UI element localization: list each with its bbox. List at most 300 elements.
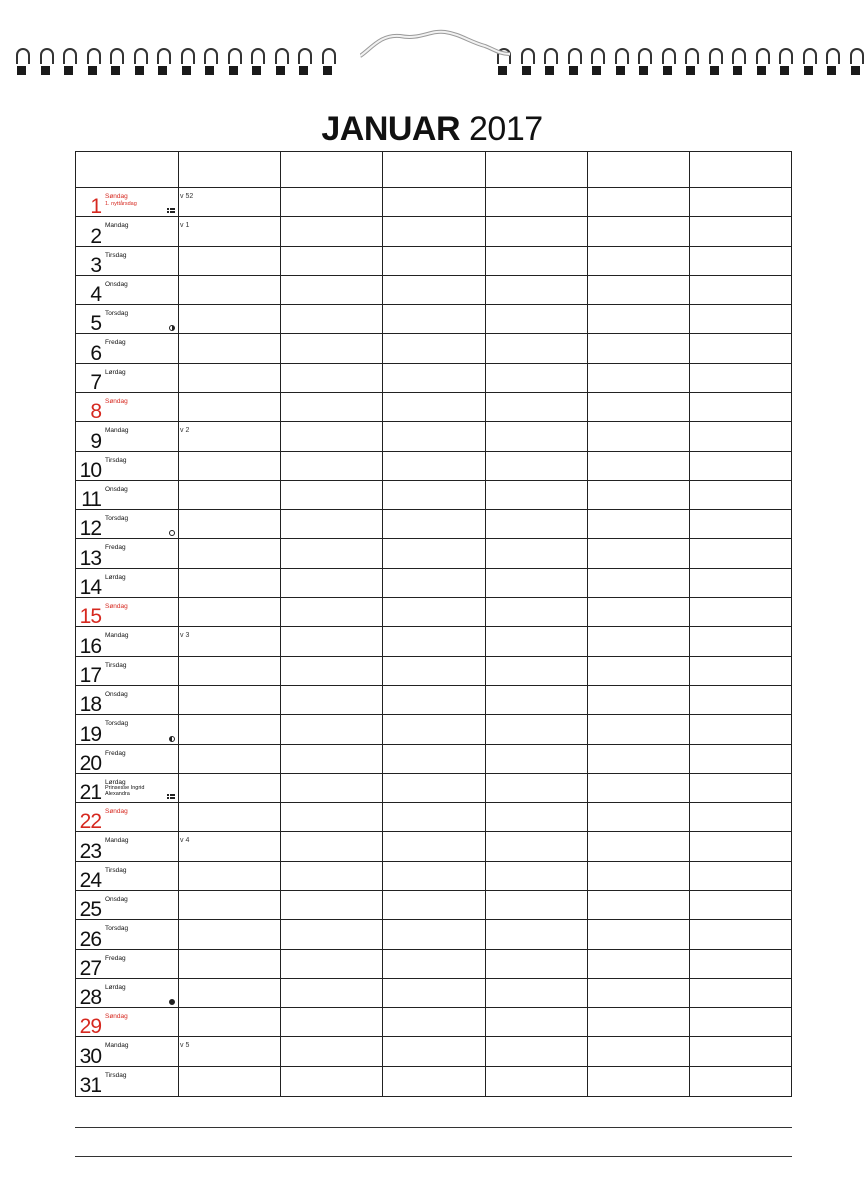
day-number: 19 [79,722,101,746]
spiral-ring-icon [16,48,28,82]
day-cell [76,452,177,481]
entry-cell[interactable] [486,657,587,686]
header-cell[interactable] [587,152,689,187]
moon-phase-icon [169,999,175,1005]
day-cell [76,715,177,744]
entry-cell[interactable] [383,745,484,774]
day-number: 21 [79,781,101,805]
spiral-ring-icon [63,48,75,82]
spiral-ring-icon [251,48,263,82]
entry-cell[interactable] [383,979,484,1008]
entry-cell[interactable] [383,950,484,979]
entry-cell[interactable] [383,569,484,598]
entry-cell[interactable] [588,452,689,481]
weekday-name: Tirsdag [105,456,127,464]
entry-cell[interactable] [179,862,280,891]
entry-cell[interactable] [588,803,689,832]
entry-cell[interactable] [486,891,587,920]
entry-cell[interactable] [281,217,382,246]
entry-cell[interactable] [383,393,484,422]
day-row [76,715,791,744]
entry-cell[interactable] [486,950,587,979]
day-row [76,891,791,920]
week-number: v 3 [180,632,190,640]
entry-cell[interactable] [281,1008,382,1037]
entry-cell[interactable] [588,832,689,861]
flag-icon [167,794,175,799]
entry-cell[interactable] [179,950,280,979]
spiral-ring-icon [521,48,533,82]
entry-cell[interactable] [588,481,689,510]
entry-cell[interactable] [179,569,280,598]
entry-cell[interactable] [179,1067,280,1096]
entry-cell[interactable] [281,1037,382,1066]
entry-cell[interactable] [383,715,484,744]
entry-cell[interactable] [281,188,382,217]
entry-cell[interactable] [179,686,280,715]
day-cell [76,745,177,774]
entry-cell[interactable] [486,569,587,598]
entry-cell[interactable] [690,950,791,979]
day-cell [76,1037,177,1066]
entry-cell[interactable] [588,364,689,393]
week-number: v 5 [180,1042,190,1050]
weekday-name: Torsdag [105,720,129,728]
entry-cell[interactable] [281,364,382,393]
entry-cell[interactable] [383,686,484,715]
entry-cell[interactable] [486,510,587,539]
entry-cell[interactable] [281,334,382,363]
entry-cell[interactable] [281,598,382,627]
entry-cell[interactable] [179,539,280,568]
entry-cell[interactable] [281,715,382,744]
entry-cell[interactable] [281,452,382,481]
entry-cell[interactable] [179,627,280,656]
day-cell [76,305,177,334]
day-number: 31 [79,1073,101,1097]
entry-cell[interactable] [690,334,791,363]
entry-cell[interactable] [179,803,280,832]
day-number: 28 [79,986,101,1010]
weekday-name: Lørdag [105,573,126,581]
entry-cell[interactable] [383,920,484,949]
entry-cell[interactable] [486,862,587,891]
entry-cell[interactable] [588,920,689,949]
entry-cell[interactable] [486,1008,587,1037]
day-cell [76,422,177,451]
entry-cell[interactable] [690,569,791,598]
entry-cell[interactable] [588,422,689,451]
day-cell [76,364,177,393]
entry-cell[interactable] [383,891,484,920]
spiral-ring-icon [181,48,193,82]
entry-cell[interactable] [588,950,689,979]
entry-cell[interactable] [588,891,689,920]
spiral-ring-icon [40,48,52,82]
entry-cell[interactable] [690,598,791,627]
day-number: 16 [79,634,101,658]
entry-cell[interactable] [690,774,791,803]
day-row [76,481,791,510]
entry-cell[interactable] [281,803,382,832]
entry-cell[interactable] [383,452,484,481]
day-cell [76,276,177,305]
entry-cell[interactable] [588,217,689,246]
spiral-ring-icon [87,48,99,82]
entry-cell[interactable] [690,422,791,451]
entry-cell[interactable] [588,862,689,891]
day-cell [76,979,177,1008]
entry-cell[interactable] [179,891,280,920]
weekday-name: Søndag [105,1013,128,1021]
entry-cell[interactable] [486,305,587,334]
entry-cell[interactable] [588,979,689,1008]
entry-cell[interactable] [588,598,689,627]
day-row [76,1067,791,1096]
weekday-name: Onsdag [105,895,128,903]
entry-cell[interactable] [690,539,791,568]
entry-cell[interactable] [588,715,689,744]
entry-cell[interactable] [486,745,587,774]
entry-cell[interactable] [179,393,280,422]
entry-cell[interactable] [179,920,280,949]
weekday-name: Lørdag [105,983,126,991]
day-number: 6 [90,341,101,365]
entry-cell[interactable] [179,422,280,451]
entry-cell[interactable] [281,832,382,861]
weekday-name: Onsdag [105,280,128,288]
entry-cell[interactable] [690,364,791,393]
header-cell[interactable] [178,152,280,187]
day-row [76,657,791,686]
entry-cell[interactable] [588,745,689,774]
entry-cell[interactable] [281,481,382,510]
entry-cell[interactable] [690,452,791,481]
entry-cell[interactable] [486,774,587,803]
entry-cell[interactable] [690,1037,791,1066]
entry-cell[interactable] [486,481,587,510]
entry-cell[interactable] [179,364,280,393]
entry-cell[interactable] [486,686,587,715]
spiral-ring-icon [322,48,334,82]
month-title: JANUAR [321,110,461,148]
entry-cell[interactable] [486,217,587,246]
entry-cell[interactable] [281,774,382,803]
day-number: 13 [79,546,101,570]
day-row [76,364,791,393]
entry-cell[interactable] [486,1037,587,1066]
day-number: 11 [81,488,101,512]
holiday-name: 1. nyttårsdag [105,201,137,207]
entry-cell[interactable] [281,891,382,920]
day-row [76,774,791,803]
entry-cell[interactable] [486,452,587,481]
day-number: 3 [90,253,101,277]
entry-cell[interactable] [486,393,587,422]
entry-cell[interactable] [281,510,382,539]
weekday-name: Onsdag [105,485,128,493]
day-cell [76,803,177,832]
day-row [76,862,791,891]
header-cell[interactable] [280,152,382,187]
day-number: 12 [79,517,101,541]
entry-cell[interactable] [690,217,791,246]
entry-cell[interactable] [383,657,484,686]
spiral-ring-icon [803,48,815,82]
entry-cell[interactable] [383,832,484,861]
entry-cell[interactable] [486,188,587,217]
moon-phase-icon [169,325,175,331]
entry-cell[interactable] [383,598,484,627]
entry-cell[interactable] [690,510,791,539]
entry-cell[interactable] [588,247,689,276]
day-row [76,979,791,1008]
entry-cell[interactable] [690,1067,791,1096]
day-row [76,247,791,276]
entry-cell[interactable] [588,188,689,217]
entry-cell[interactable] [179,217,280,246]
header-cell[interactable] [76,152,178,187]
entry-cell[interactable] [486,598,587,627]
entry-cell[interactable] [588,276,689,305]
entry-cell[interactable] [383,188,484,217]
entry-cell[interactable] [690,979,791,1008]
day-row [76,510,791,539]
hanger-icon [360,20,510,70]
entry-cell[interactable] [179,276,280,305]
entry-cell[interactable] [281,569,382,598]
weekday-name: Søndag [105,193,128,200]
entry-cell[interactable] [690,276,791,305]
entry-cell[interactable] [179,1008,280,1037]
week-number: v 52 [180,193,194,200]
entry-cell[interactable] [383,1067,484,1096]
header-cell[interactable] [485,152,587,187]
spiral-ring-icon [662,48,674,82]
week-number: v 2 [180,427,190,435]
spiral-ring-icon [544,48,556,82]
weekday-name: Fredag [105,544,126,552]
entry-cell[interactable] [281,627,382,656]
day-row [76,1008,791,1037]
entry-cell[interactable] [588,334,689,363]
day-row [76,334,791,363]
day-number: 14 [79,576,101,600]
entry-cell[interactable] [179,247,280,276]
entry-cell[interactable] [588,569,689,598]
entry-cell[interactable] [383,627,484,656]
entry-cell[interactable] [486,627,587,656]
holiday-name: Prinsesse Ingrid Alexandra [105,784,145,797]
entry-cell[interactable] [588,657,689,686]
entry-cell[interactable] [486,247,587,276]
entry-cell[interactable] [690,1008,791,1037]
entry-cell[interactable] [179,657,280,686]
entry-cell[interactable] [281,1067,382,1096]
weekday-name: Mandag [105,222,129,230]
day-number: 26 [79,927,101,951]
entry-cell[interactable] [281,950,382,979]
entry-cell[interactable] [281,745,382,774]
entry-cell[interactable] [383,247,484,276]
day-row [76,305,791,334]
entry-cell[interactable] [383,481,484,510]
entry-cell[interactable] [690,891,791,920]
entry-cell[interactable] [281,686,382,715]
entry-cell[interactable] [281,979,382,1008]
header-cell[interactable] [689,152,791,187]
entry-cell[interactable] [383,217,484,246]
day-cell [76,832,177,861]
entry-cell[interactable] [486,422,587,451]
entry-cell[interactable] [690,862,791,891]
day-row [76,188,791,217]
spiral-ring-icon [779,48,791,82]
day-number: 10 [79,458,101,482]
day-cell [76,481,177,510]
entry-cell[interactable] [179,510,280,539]
entry-cell[interactable] [179,188,280,217]
weekday-name: Tirsdag [105,866,127,874]
entry-cell[interactable] [179,1037,280,1066]
day-row [76,920,791,949]
entry-cell[interactable] [486,832,587,861]
day-cell [76,657,177,686]
entry-cell[interactable] [281,247,382,276]
entry-cell[interactable] [690,657,791,686]
entry-cell[interactable] [179,452,280,481]
entry-cell[interactable] [383,774,484,803]
entry-cell[interactable] [588,1008,689,1037]
day-number: 7 [90,371,101,395]
entry-cell[interactable] [281,393,382,422]
day-cell [76,598,177,627]
day-row [76,627,791,656]
entry-cell[interactable] [588,305,689,334]
entry-cell[interactable] [588,686,689,715]
day-cell [76,217,177,246]
entry-cell[interactable] [383,334,484,363]
entry-cell[interactable] [690,715,791,744]
entry-cell[interactable] [588,774,689,803]
entry-cell[interactable] [383,803,484,832]
day-row [76,1037,791,1066]
entry-cell[interactable] [486,539,587,568]
spiral-ring-icon [826,48,838,82]
entry-cell[interactable] [690,920,791,949]
entry-cell[interactable] [179,774,280,803]
spiral-ring-icon [228,48,240,82]
header-cell[interactable] [382,152,484,187]
entry-cell[interactable] [486,276,587,305]
day-number: 15 [79,605,101,629]
entry-cell[interactable] [588,1037,689,1066]
entry-cell[interactable] [690,305,791,334]
entry-cell[interactable] [383,276,484,305]
day-number: 29 [79,1015,101,1039]
entry-cell[interactable] [281,276,382,305]
day-cell [76,1067,177,1096]
entry-cell[interactable] [281,862,382,891]
entry-cell[interactable] [588,393,689,422]
spiral-ring-icon [204,48,216,82]
entry-cell[interactable] [383,862,484,891]
entry-cell[interactable] [179,745,280,774]
weekday-name: Søndag [105,808,128,816]
entry-cell[interactable] [486,1067,587,1096]
entry-cell[interactable] [179,832,280,861]
entry-cell[interactable] [486,364,587,393]
entry-cell[interactable] [486,715,587,744]
entry-cell[interactable] [383,1008,484,1037]
entry-cell[interactable] [281,422,382,451]
entry-cell[interactable] [690,188,791,217]
entry-cell[interactable] [281,920,382,949]
entry-cell[interactable] [486,334,587,363]
day-number: 17 [79,663,101,687]
day-cell [76,950,177,979]
entry-cell[interactable] [281,305,382,334]
entry-cell[interactable] [486,920,587,949]
day-row [76,803,791,832]
entry-cell[interactable] [179,598,280,627]
entry-cell[interactable] [690,832,791,861]
day-row [76,452,791,481]
entry-cell[interactable] [281,657,382,686]
entry-cell[interactable] [383,1037,484,1066]
day-cell [76,891,177,920]
entry-cell[interactable] [383,510,484,539]
spiral-ring-icon [638,48,650,82]
entry-cell[interactable] [383,422,484,451]
entry-cell[interactable] [179,715,280,744]
entry-cell[interactable] [179,979,280,1008]
entry-cell[interactable] [179,305,280,334]
entry-cell[interactable] [588,1067,689,1096]
day-row [76,686,791,715]
entry-cell[interactable] [383,539,484,568]
day-number: 9 [90,429,101,453]
entry-cell[interactable] [179,334,280,363]
entry-cell[interactable] [383,364,484,393]
entry-cell[interactable] [690,686,791,715]
spiral-ring-icon [732,48,744,82]
day-number: 30 [79,1044,101,1068]
spiral-ring-icon [568,48,580,82]
day-row [76,598,791,627]
day-cell [76,686,177,715]
entry-cell[interactable] [690,481,791,510]
entry-cell[interactable] [281,539,382,568]
entry-cell[interactable] [690,803,791,832]
day-row [76,422,791,451]
entry-cell[interactable] [383,305,484,334]
entry-cell[interactable] [690,393,791,422]
entry-cell[interactable] [588,539,689,568]
entry-cell[interactable] [486,979,587,1008]
entry-cell[interactable] [588,627,689,656]
day-cell [76,627,177,656]
entry-cell[interactable] [179,481,280,510]
day-row [76,217,791,246]
entry-cell[interactable] [588,510,689,539]
entry-cell[interactable] [690,247,791,276]
entry-cell[interactable] [690,745,791,774]
day-cell [76,774,177,803]
entry-cell[interactable] [690,627,791,656]
spiral-ring-icon [709,48,721,82]
entry-cell[interactable] [486,803,587,832]
